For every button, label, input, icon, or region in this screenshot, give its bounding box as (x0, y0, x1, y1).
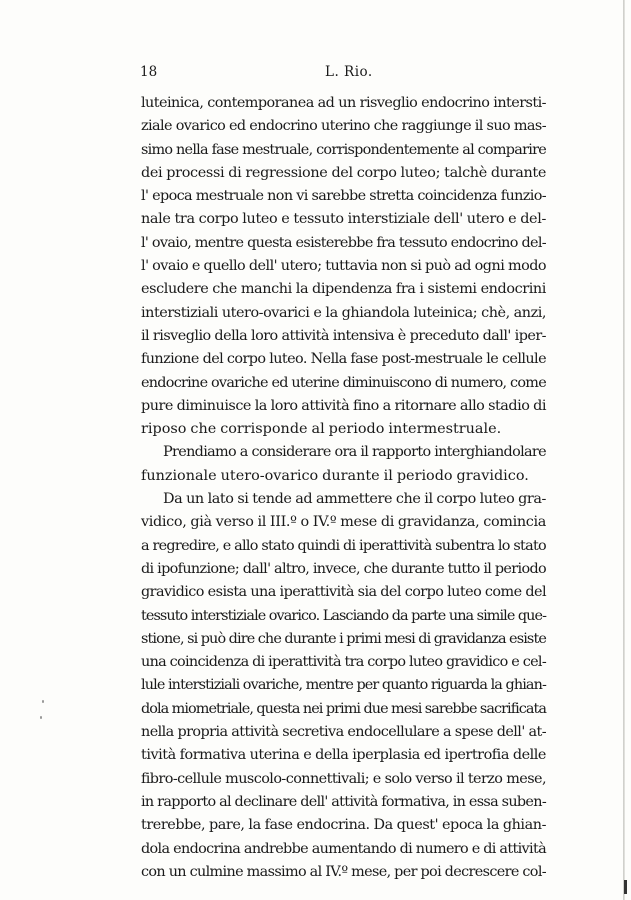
text-line: dei processi di regressione del corpo luteo; talchè durante (141, 164, 546, 181)
text-line: una coincidenza di iperattività tra corpo luteo gravidico e cel- (141, 654, 546, 671)
text-line: nella propria attività secretiva endocellulare a spese dell' at- (141, 724, 546, 741)
page-number: 18 (140, 64, 158, 80)
text-line: a regredire, e allo stato quindi di iperattività subentra lo stato (141, 537, 546, 554)
text-line: l' ovaio, mentre questa esisterebbe fra tessuto endocrino del- (141, 234, 546, 251)
text-line: lule interstiziali ovariche, mentre per quanto riguarda la ghian- (141, 677, 546, 694)
body-text (141, 92, 546, 884)
text-line: escludere che manchi la dipendenza fra i sistemi endocrini (141, 281, 546, 298)
text-line: il risveglio della loro attività intensiva è preceduto dall' iper- (141, 327, 546, 344)
text-line: gravidico esista una iperattività sia del corpo luteo come del (141, 584, 546, 601)
text-line: l' epoca mestruale non vi sarebbe stretta coincidenza funzio- (141, 188, 546, 205)
text-line: trerebbe, pare, la fase endocrina. Da quest' epoca la ghian- (141, 817, 546, 834)
text-line: di ipofunzione; dall' altro, invece, che durante tutto il periodo (141, 560, 546, 577)
text-line: con un culmine massimo al IV.º mese, per poi decrescere col- (141, 863, 546, 880)
page-edge-shadow (623, 0, 625, 900)
text-line: interstiziali utero-ovarici e la ghiandola luteinica; chè, anzi, (141, 304, 546, 321)
text-line: funzione del corpo luteo. Nella fase post-mestruale le cellule (141, 351, 546, 368)
scan-speck (40, 716, 42, 719)
text-line: l' ovaio e quello dell' utero; tuttavia non si può ad ogni modo (141, 258, 546, 275)
text-line: simo nella fase mestruale, corrispondentemente al comparire (141, 141, 546, 158)
paragraph-end-line: riposo che corrisponde al periodo intermestruale. (141, 421, 502, 438)
text-line: vidico, già verso il III.º o IV.º mese di gravidanza, comincia (141, 514, 546, 531)
text-line: nale tra corpo luteo e tessuto interstiziale dell' utero e del- (141, 211, 546, 228)
text-line: tività formativa uterina e della iperplasia ed ipertrofia delle (141, 747, 546, 764)
paragraph-start-line: Prendiamo a considerare ora il rapporto interghiandolare (163, 444, 546, 461)
text-line: stione, si può dire che durante i primi mesi di gravidanza esiste (141, 630, 546, 647)
page-header (140, 64, 544, 84)
text-line: luteinica, contemporanea ad un risveglio endocrino intersti- (141, 95, 546, 111)
text-line: pure diminuisce la loro attività fino a ritornare allo stadio di (141, 397, 546, 414)
text-line: dola miometriale, questa nei primi due mesi sarebbe sacrificata (141, 700, 546, 717)
text-line: tessuto interstiziale ovarico. Lasciando da parte una simile que- (141, 607, 546, 624)
running-head: L. Rio. (325, 64, 373, 80)
text-line: endocrine ovariche ed uterine diminuiscono di numero, come (141, 374, 546, 391)
text-line: dola endocrina andrebbe aumentando di numero e di attività (141, 840, 546, 857)
scan-speck (42, 700, 44, 703)
paragraph-end-line: funzionale utero-ovarico durante il periodo gravidico. (141, 467, 529, 484)
text-line: ziale ovarico ed endocrino uterino che raggiunge il suo mas- (141, 118, 546, 135)
page-edge-mark (624, 880, 627, 894)
paragraph-start-line: Da un lato si tende ad ammettere che il corpo luteo gra- (163, 491, 546, 508)
text-line: fibro-cellule muscolo-connettivali; e solo verso il terzo mese, (141, 770, 546, 787)
text-line: in rapporto al declinare dell' attività formativa, in essa suben- (141, 793, 546, 810)
